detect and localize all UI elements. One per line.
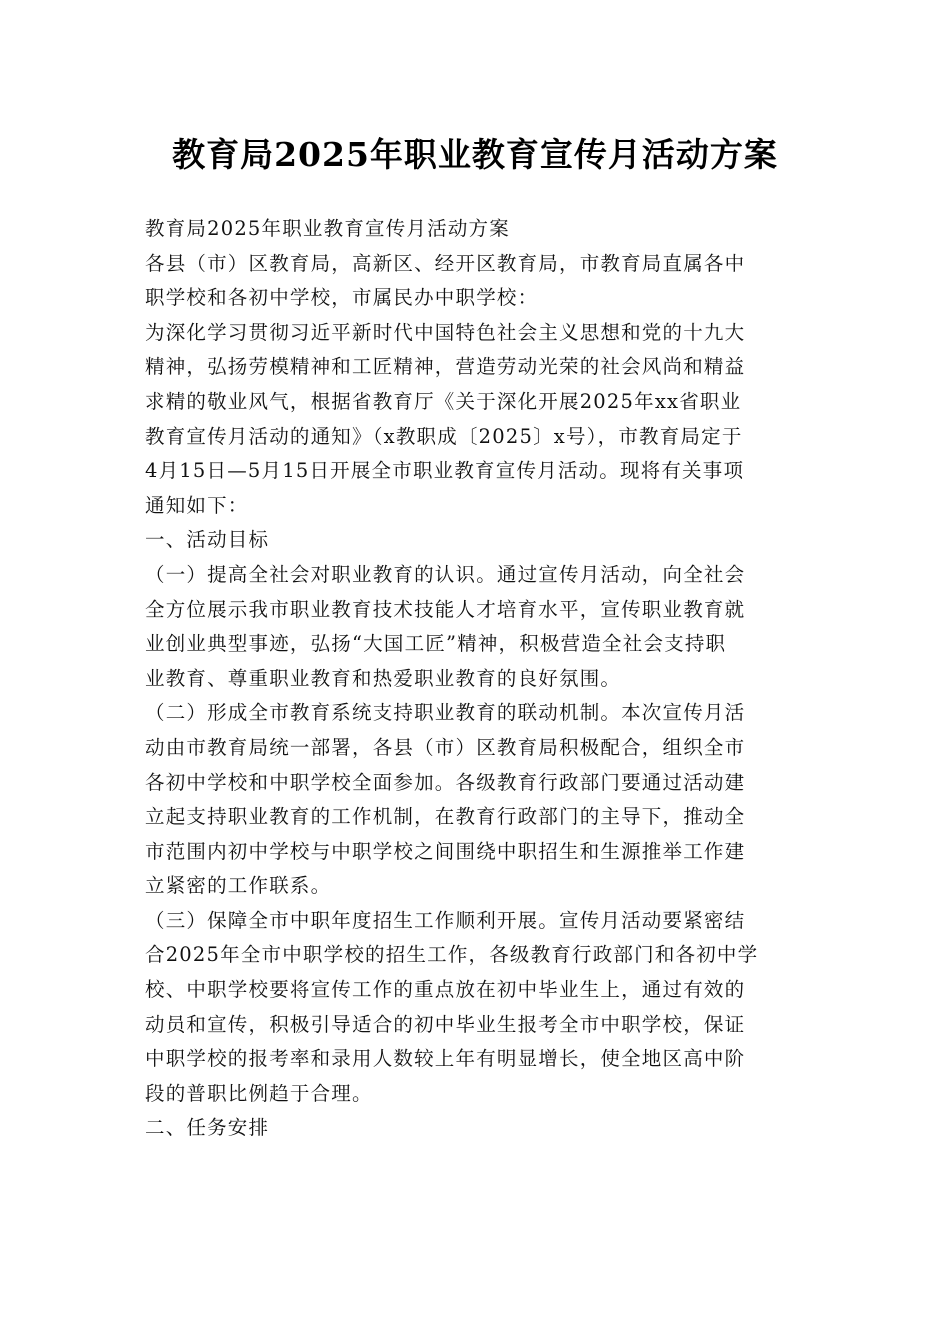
paragraph-line: 精神，弘扬劳模精神和工匠精神，营造劳动光荣的社会风尚和精益 [145,355,746,379]
paragraph-line: 段的普职比例趋于合理。 [145,1081,373,1105]
paragraph-line: 教育宣传月活动的通知》（x教职成〔2025〕x号），市教育局定于 [145,424,743,448]
subtitle-line: 教育局2025年职业教育宣传月活动方案 [145,217,510,240]
paragraph-line: 中职学校的报考率和录用人数较上年有明显增长，使全地区高中阶 [145,1047,746,1071]
paragraph-line: 求精的敬业风气，根据省教育厅《关于深化开展2025年xx省职业 [145,389,742,413]
document-title: 教育局2025年职业教育宣传月活动方案 [172,135,778,174]
paragraph-line: 动员和宣传，积极引导适合的初中毕业生报考全市中职学校，保证 [145,1012,746,1036]
section-heading: 一、活动目标 [145,528,270,552]
paragraph-line: 职学校和各初中学校，市属民办中职学校： [145,286,539,310]
paragraph-line: 各县（市）区教育局，高新区、经开区教育局，市教育局直属各中 [145,251,746,275]
paragraph-line: 立紧密的工作联系。 [145,874,332,898]
paragraph-line: 各初中学校和中职学校全面参加。各级教育行政部门要通过活动建 [145,770,746,794]
paragraph-line: 动由市教育局统一部署，各县（市）区教育局积极配合，组织全市 [145,735,746,759]
paragraph-line: 4月15日—5月15日开展全市职业教育宣传月活动。现将有关事项 [145,459,745,483]
paragraph-line: 业创业典型事迹，弘扬“大国工匠”精神，积极营造全社会支持职 [145,632,727,656]
paragraph-line: 市范围内初中学校与中职学校之间围绕中职招生和生源推举工作建 [145,839,746,863]
paragraph-line: （二）形成全市教育系统支持职业教育的联动机制。本次宣传月活 [145,701,746,725]
document-body [145,212,810,1146]
paragraph-line: 业教育、尊重职业教育和热爱职业教育的良好氛围。 [145,666,622,690]
paragraph-line: （一）提高全社会对职业教育的认识。通过宣传月活动，向全社会 [145,562,746,586]
paragraph-line: 合2025年全市中职学校的招生工作，各级教育行政部门和各初中学 [145,943,759,967]
section-heading: 二、任务安排 [145,1116,270,1140]
paragraph-line: 立起支持职业教育的工作机制，在教育行政部门的主导下，推动全 [145,805,746,829]
paragraph-line: （三）保障全市中职年度招生工作顺利开展。宣传月活动要紧密结 [145,908,746,932]
paragraph-line: 通知如下： [145,493,249,517]
paragraph-line: 为深化学习贯彻习近平新时代中国特色社会主义思想和党的十九大 [145,320,746,344]
paragraph-line: 校、中职学校要将宣传工作的重点放在初中毕业生上，通过有效的 [145,978,746,1002]
paragraph-line: 全方位展示我市职业教育技术技能人才培育水平，宣传职业教育就 [145,597,746,621]
